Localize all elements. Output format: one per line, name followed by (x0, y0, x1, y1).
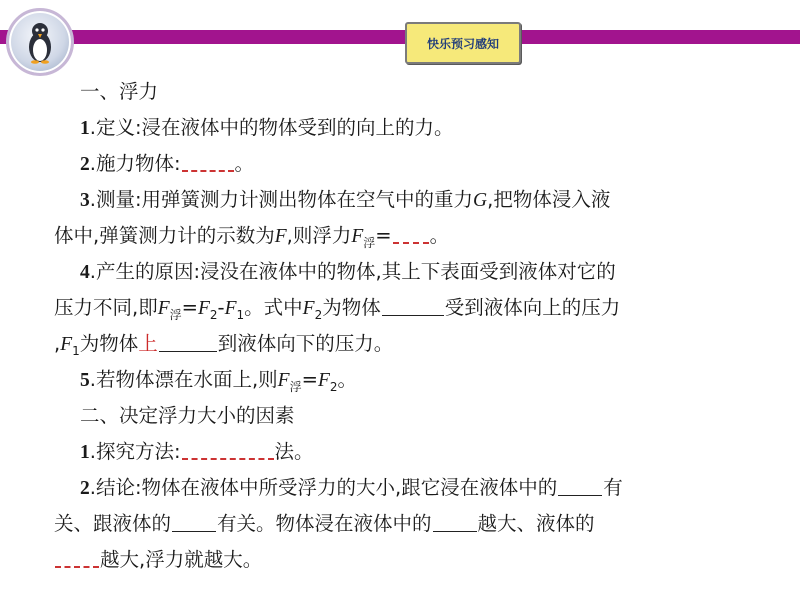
cause-line-1: 4.产生的原因:浸没在液体中的物体,其上下表面受到液体对它的 (80, 260, 616, 283)
document-body (54, 74, 754, 578)
conclusion-line-1: 2.结论:物体在液体中所受浮力的大小,跟它浸在液体中的 有 (80, 476, 623, 499)
answer-blank[interactable] (182, 440, 274, 460)
answer-blank[interactable] (182, 152, 234, 172)
section-badge-label: 快乐预习感知 (426, 36, 499, 51)
section-1-title: 一、浮力 (80, 80, 159, 103)
answer-blank[interactable] (159, 333, 217, 352)
conclusion-line-3: 越大,浮力就越大。 (54, 542, 754, 578)
measurement-line-2: 体中,弹簧测力计的示数为F,则浮力$F_浮=$ 。 (54, 224, 450, 250)
answer-blank[interactable] (382, 297, 444, 316)
answer-blank[interactable] (433, 513, 477, 532)
cause-line-2: 压力不同,即$F_浮=F_2-F_1$。式中$F_2$为物体 受到液体向上的压力 (54, 296, 621, 322)
measurement-line-1: 3.测量:用弹簧测力计测出物体在空气中的重力G,把物体浸入液 (80, 188, 611, 211)
cause-line-3: $,F_1$为物体上 到液体向下的压力。 (54, 332, 394, 358)
section-2-title: 二、决定浮力大小的因素 (80, 404, 295, 427)
answer-blank[interactable] (172, 513, 216, 532)
method-line: 1.探究方法: 法。 (80, 440, 314, 463)
answer-blank[interactable] (55, 548, 99, 568)
force-source-line: 2.施力物体: 。 (80, 152, 255, 175)
answer-blank[interactable] (393, 224, 429, 244)
penguin-logo-icon (6, 8, 74, 76)
answer-blank[interactable] (558, 477, 602, 496)
floating-line: 5.若物体漂在水面上,则$F_浮=F_2$。 (80, 368, 358, 394)
header-bar (0, 0, 800, 58)
definition-line: 1.定义:浸在液体中的物体受到的向上的力。 (80, 116, 454, 139)
answer-hint: 上 (138, 332, 158, 355)
conclusion-line-2: 关、跟液体的 有关。物体浸在液体中的 越大、液体的 (54, 512, 595, 535)
header-band (0, 30, 800, 44)
section-badge[interactable] (405, 22, 521, 64)
